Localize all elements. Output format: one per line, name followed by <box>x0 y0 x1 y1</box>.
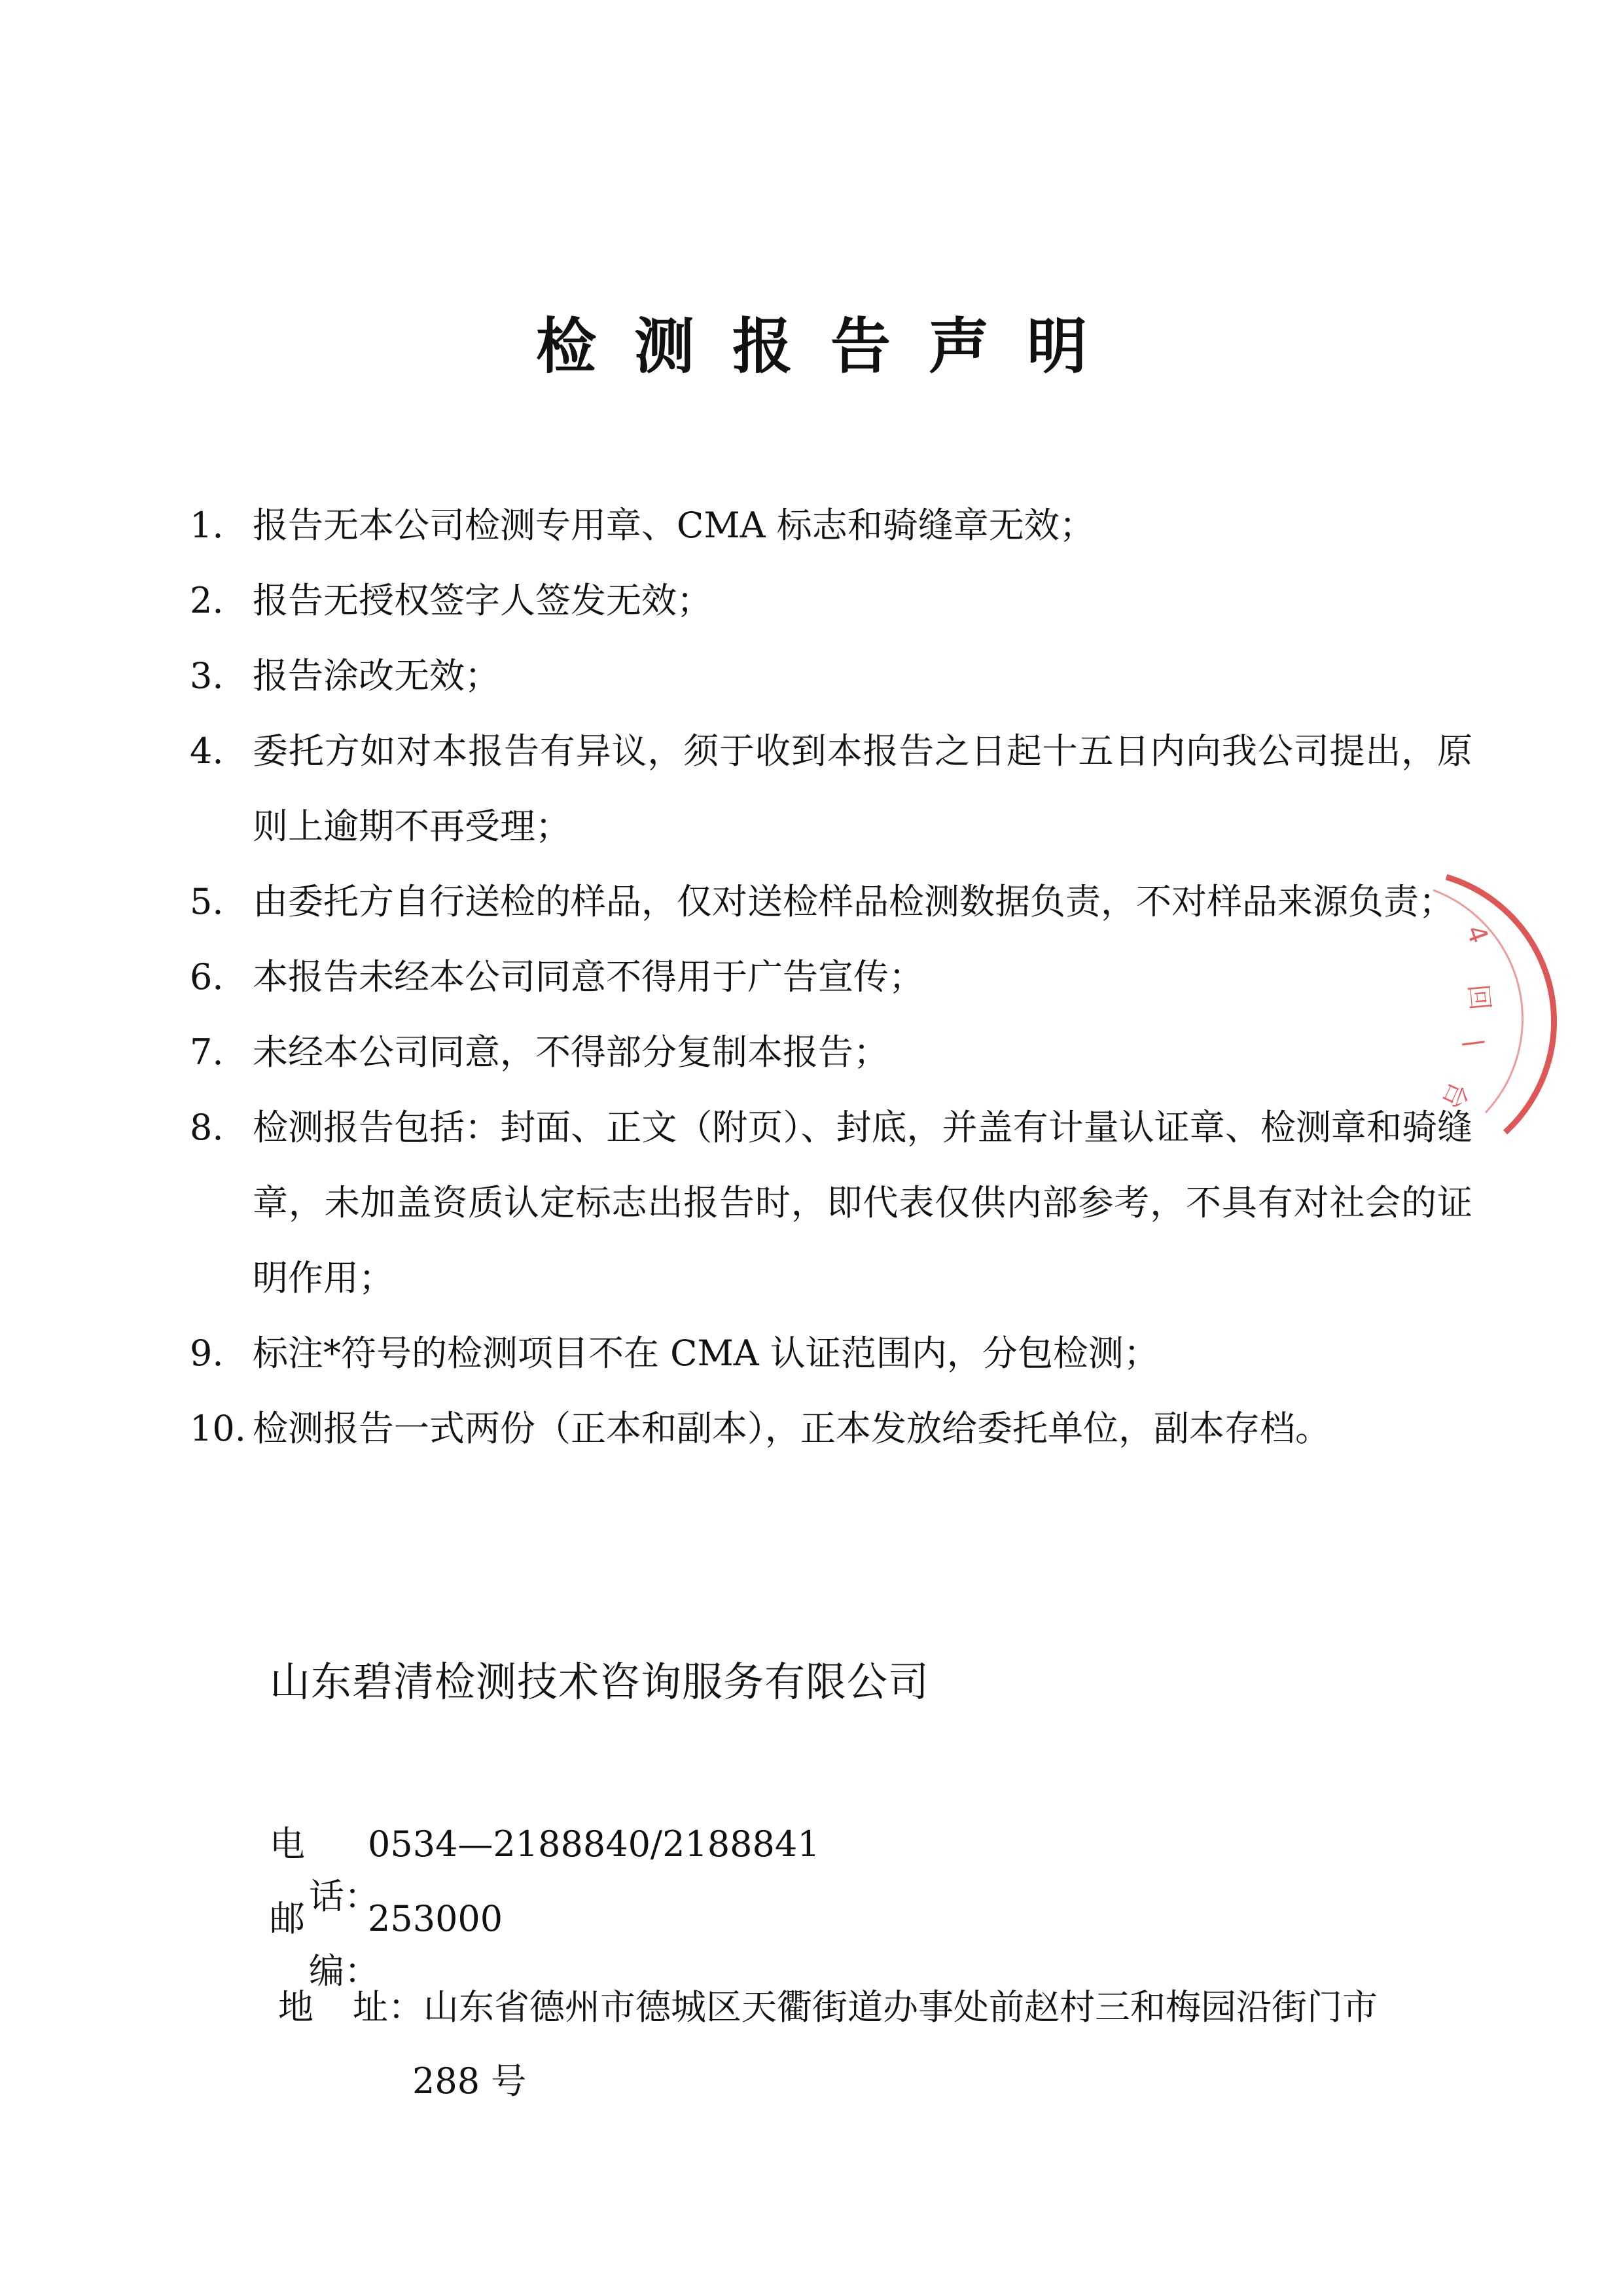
address-line-2: 288 号 <box>412 2060 527 2102</box>
declaration-item <box>190 1316 1472 1391</box>
address-label-char: 地 <box>278 1986 313 2028</box>
item-number: 3. <box>190 655 224 696</box>
seal-char: 回 <box>1463 982 1495 1012</box>
phone-label-rest: 话： <box>309 1876 380 1917</box>
item-text: 报告涂改无效； <box>253 655 500 696</box>
postal-label-rest: 编： <box>309 1950 380 1992</box>
declaration-item <box>190 939 1472 1014</box>
item-number: 10. <box>190 1408 246 1449</box>
address-label-rest: 址： <box>353 1986 423 2028</box>
declaration-item <box>190 864 1472 939</box>
item-number: 1. <box>190 505 224 546</box>
item-number: 7. <box>190 1031 224 1073</box>
seal-char: 4 <box>1459 921 1494 948</box>
item-text: 检测报告包括：封面、正文（附页）、封底，并盖有计量认证章、检测章和骑缝章，未加盖资质认定标志出报告时，即代表仅供内部参考，不具有对社会的证明作用； <box>253 1107 1472 1299</box>
item-text: 报告无授权签字人签发无效； <box>253 580 712 621</box>
company-name: 山东碧清检测技术咨询服务有限公司 <box>270 1658 930 1706</box>
postal-code: 253000 <box>368 1898 503 1939</box>
item-number: 2. <box>190 580 224 621</box>
item-text: 委托方如对本报告有异议，须于收到本报告之日起十五日内向我公司提出，原则上逾期不再受理； <box>253 730 1472 847</box>
seal-char: 台 <box>1436 1077 1474 1114</box>
declaration-item <box>190 1090 1472 1316</box>
item-number: 5. <box>190 881 224 922</box>
postal-label-char: 邮 <box>270 1898 305 1939</box>
item-text: 未经本公司同意，不得部分复制本报告； <box>253 1031 889 1073</box>
address-line-1: 山东省德州市德城区天衢街道办事处前赵村三和梅园沿街门市 <box>423 1986 1378 2028</box>
item-text: 标注*符号的检测项目不在 CMA 认证范围内，分包检测； <box>253 1333 1159 1374</box>
declaration-item <box>190 563 1472 638</box>
declaration-item <box>190 1391 1472 1466</box>
address-block <box>278 1970 1443 2118</box>
item-text: 报告无本公司检测专用章、CMA 标志和骑缝章无效； <box>253 505 1095 546</box>
declaration-item <box>190 638 1472 713</box>
phone-label-char: 电 <box>270 1823 305 1865</box>
declaration-item <box>190 1014 1472 1090</box>
phone-number: 0534—2188840/2188841 <box>368 1823 820 1865</box>
declaration-item <box>190 488 1472 563</box>
item-text: 本报告未经本公司同意不得用于广告宣传； <box>253 956 924 997</box>
red-seal-stamp <box>1407 870 1623 1145</box>
seal-char: \ <box>1457 1036 1489 1050</box>
page-title: 检测报告声明 <box>535 312 1125 382</box>
item-number: 8. <box>190 1107 224 1148</box>
item-text: 检测报告一式两份（正本和副本），正本发放给委托单位，副本存档。 <box>253 1408 1330 1449</box>
item-number: 6. <box>190 956 224 997</box>
item-text: 由委托方自行送检的样品，仅对送检样品检测数据负责，不对样品来源负责； <box>253 881 1454 922</box>
declaration-list <box>190 488 1472 1466</box>
item-number: 4. <box>190 730 224 772</box>
declaration-item <box>190 713 1472 864</box>
item-number: 9. <box>190 1333 224 1374</box>
